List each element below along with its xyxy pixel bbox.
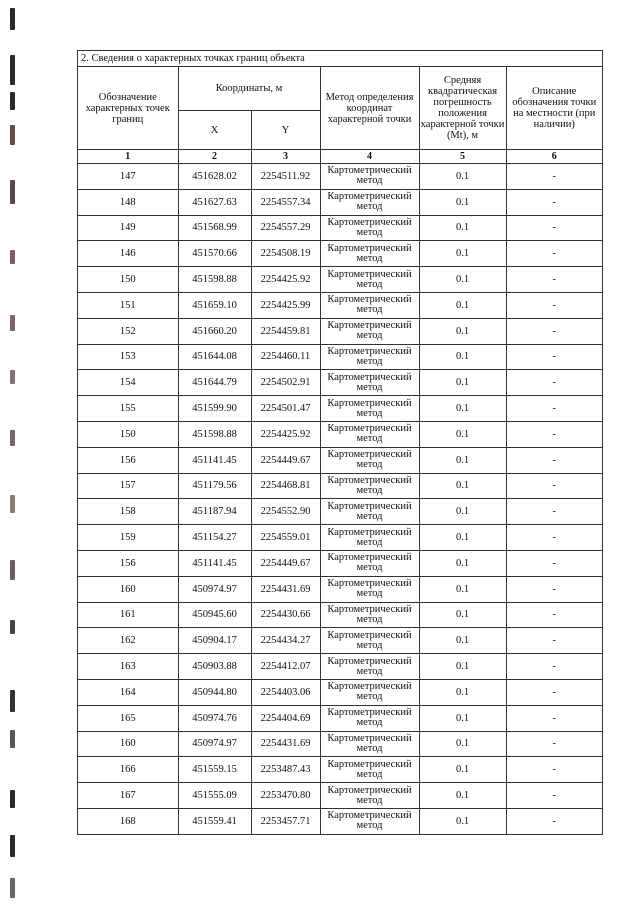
y-coordinate-cell: 2254508.19: [251, 241, 320, 267]
scan-binding-marks: [0, 0, 22, 905]
y-coordinate-cell: 2254425.92: [251, 421, 320, 447]
method-cell: [320, 189, 419, 215]
points-table-body: [78, 164, 602, 834]
description-cell: -: [506, 705, 602, 731]
method-text: Картометрический метод: [327, 707, 412, 729]
point-id-cell: 161: [78, 602, 178, 628]
point-id-cell: 153: [78, 344, 178, 370]
method-cell: [320, 447, 419, 473]
x-coordinate-cell: 451660.20: [178, 318, 251, 344]
header-y: Y: [251, 111, 320, 150]
x-coordinate-cell: 451187.94: [178, 499, 251, 525]
point-id-cell: 156: [78, 550, 178, 576]
method-text: Картометрический метод: [327, 165, 412, 187]
method-cell: [320, 499, 419, 525]
error-cell: 0.1: [419, 318, 506, 344]
x-coordinate-cell: 450944.80: [178, 679, 251, 705]
y-coordinate-cell: 2253457.71: [251, 808, 320, 833]
x-coordinate-cell: 450945.60: [178, 602, 251, 628]
header-error: Средняя квадратическая погрешность положения характерной точки (Mt), м: [419, 67, 506, 150]
x-coordinate-cell: 451141.45: [178, 550, 251, 576]
error-cell: 0.1: [419, 679, 506, 705]
error-cell: 0.1: [419, 189, 506, 215]
column-number: 4: [320, 150, 419, 164]
description-cell: -: [506, 396, 602, 422]
y-coordinate-cell: 2254434.27: [251, 628, 320, 654]
method-text: Картометрический метод: [327, 629, 412, 651]
description-cell: -: [506, 628, 602, 654]
point-id-cell: 167: [78, 783, 178, 809]
y-coordinate-cell: 2254459.81: [251, 318, 320, 344]
method-text: Картометрический метод: [327, 345, 412, 367]
point-id-cell: 150: [78, 421, 178, 447]
error-cell: 0.1: [419, 808, 506, 833]
description-cell: -: [506, 499, 602, 525]
error-cell: 0.1: [419, 421, 506, 447]
method-cell: [320, 370, 419, 396]
y-coordinate-cell: 2254460.11: [251, 344, 320, 370]
table-row: [78, 215, 602, 241]
point-id-cell: 156: [78, 447, 178, 473]
method-text: Картометрический метод: [327, 397, 412, 419]
table-row: [78, 292, 602, 318]
description-cell: -: [506, 241, 602, 267]
method-text: Картометрический метод: [327, 578, 412, 600]
section-title: 2. Сведения о характерных точках границ объекта: [78, 51, 602, 67]
description-cell: -: [506, 550, 602, 576]
table-row: [78, 447, 602, 473]
error-cell: 0.1: [419, 473, 506, 499]
point-id-cell: 151: [78, 292, 178, 318]
point-id-cell: 164: [78, 679, 178, 705]
method-cell: [320, 421, 419, 447]
point-id-cell: 162: [78, 628, 178, 654]
column-number: 3: [251, 150, 320, 164]
y-coordinate-cell: 2254559.01: [251, 525, 320, 551]
error-cell: 0.1: [419, 267, 506, 293]
x-coordinate-cell: 451644.08: [178, 344, 251, 370]
method-text: Картометрический метод: [327, 526, 412, 548]
column-number: 5: [419, 150, 506, 164]
error-cell: 0.1: [419, 628, 506, 654]
y-coordinate-cell: 2253487.43: [251, 757, 320, 783]
table-row: [78, 525, 602, 551]
y-coordinate-cell: 2254557.29: [251, 215, 320, 241]
x-coordinate-cell: 451599.90: [178, 396, 251, 422]
description-cell: -: [506, 292, 602, 318]
table-row: [78, 731, 602, 757]
error-cell: 0.1: [419, 550, 506, 576]
table-row: [78, 241, 602, 267]
error-cell: 0.1: [419, 705, 506, 731]
point-id-cell: 158: [78, 499, 178, 525]
table-row: [78, 576, 602, 602]
header-designation: Обозначение характерных точек границ: [78, 67, 178, 150]
point-id-cell: 147: [78, 164, 178, 190]
method-text: Картометрический метод: [327, 552, 412, 574]
method-cell: [320, 654, 419, 680]
table-row: [78, 628, 602, 654]
point-id-cell: 148: [78, 189, 178, 215]
point-id-cell: 163: [78, 654, 178, 680]
error-cell: 0.1: [419, 602, 506, 628]
y-coordinate-cell: 2254404.69: [251, 705, 320, 731]
method-cell: [320, 576, 419, 602]
point-id-cell: 165: [78, 705, 178, 731]
description-cell: -: [506, 525, 602, 551]
header-method: Метод определения координат характерной точки: [320, 67, 419, 150]
error-cell: 0.1: [419, 164, 506, 190]
method-cell: [320, 628, 419, 654]
error-cell: 0.1: [419, 447, 506, 473]
y-coordinate-cell: 2254502.91: [251, 370, 320, 396]
description-cell: -: [506, 757, 602, 783]
method-cell: [320, 267, 419, 293]
x-coordinate-cell: 450974.76: [178, 705, 251, 731]
method-text: Картометрический метод: [327, 371, 412, 393]
y-coordinate-cell: 2254431.69: [251, 576, 320, 602]
method-text: Картометрический метод: [327, 423, 412, 445]
header-coordinates: Координаты, м: [178, 67, 320, 111]
y-coordinate-cell: 2254511.92: [251, 164, 320, 190]
description-cell: -: [506, 164, 602, 190]
x-coordinate-cell: 450974.97: [178, 576, 251, 602]
method-text: Картометрический метод: [327, 655, 412, 677]
point-id-cell: 168: [78, 808, 178, 833]
column-number: 1: [78, 150, 178, 164]
error-cell: 0.1: [419, 344, 506, 370]
table-row: [78, 164, 602, 190]
method-text: Картометрический метод: [327, 603, 412, 625]
error-cell: 0.1: [419, 241, 506, 267]
description-cell: -: [506, 267, 602, 293]
point-id-cell: 159: [78, 525, 178, 551]
point-id-cell: 160: [78, 731, 178, 757]
description-cell: -: [506, 473, 602, 499]
x-coordinate-cell: 451644.79: [178, 370, 251, 396]
description-cell: -: [506, 344, 602, 370]
method-cell: [320, 241, 419, 267]
method-text: Картометрический метод: [327, 191, 412, 213]
point-id-cell: 149: [78, 215, 178, 241]
description-cell: -: [506, 370, 602, 396]
x-coordinate-cell: 451659.10: [178, 292, 251, 318]
method-text: Картометрический метод: [327, 242, 412, 264]
method-cell: [320, 473, 419, 499]
table-row: [78, 602, 602, 628]
method-cell: [320, 396, 419, 422]
method-cell: [320, 808, 419, 833]
method-text: Картометрический метод: [327, 681, 412, 703]
error-cell: 0.1: [419, 731, 506, 757]
error-cell: 0.1: [419, 499, 506, 525]
x-coordinate-cell: 451568.99: [178, 215, 251, 241]
method-text: Картометрический метод: [327, 810, 412, 832]
y-coordinate-cell: 2253470.80: [251, 783, 320, 809]
y-coordinate-cell: 2254552.90: [251, 499, 320, 525]
x-coordinate-cell: 450903.88: [178, 654, 251, 680]
y-coordinate-cell: 2254431.69: [251, 731, 320, 757]
y-coordinate-cell: 2254468.81: [251, 473, 320, 499]
method-text: Картометрический метод: [327, 732, 412, 754]
header-row: [78, 67, 602, 111]
x-coordinate-cell: 451570.66: [178, 241, 251, 267]
points-table: [78, 67, 602, 834]
point-id-cell: 155: [78, 396, 178, 422]
point-id-cell: 157: [78, 473, 178, 499]
method-text: Картометрический метод: [327, 784, 412, 806]
x-coordinate-cell: 450974.97: [178, 731, 251, 757]
column-number: 6: [506, 150, 602, 164]
method-text: Картометрический метод: [327, 320, 412, 342]
description-cell: -: [506, 654, 602, 680]
point-id-cell: 166: [78, 757, 178, 783]
error-cell: 0.1: [419, 292, 506, 318]
table-row: [78, 473, 602, 499]
error-cell: 0.1: [419, 654, 506, 680]
x-coordinate-cell: 451598.88: [178, 421, 251, 447]
description-cell: -: [506, 679, 602, 705]
description-cell: -: [506, 421, 602, 447]
table-row: [78, 499, 602, 525]
x-coordinate-cell: 451598.88: [178, 267, 251, 293]
y-coordinate-cell: 2254501.47: [251, 396, 320, 422]
method-cell: [320, 731, 419, 757]
point-id-cell: 152: [78, 318, 178, 344]
method-cell: [320, 164, 419, 190]
table-row: [78, 396, 602, 422]
column-number: 2: [178, 150, 251, 164]
table-row: [78, 783, 602, 809]
method-text: Картометрический метод: [327, 500, 412, 522]
x-coordinate-cell: 451627.63: [178, 189, 251, 215]
description-cell: -: [506, 189, 602, 215]
error-cell: 0.1: [419, 576, 506, 602]
x-coordinate-cell: 451154.27: [178, 525, 251, 551]
y-coordinate-cell: 2254557.34: [251, 189, 320, 215]
table-row: [78, 267, 602, 293]
method-text: Картометрический метод: [327, 449, 412, 471]
x-coordinate-cell: 451179.56: [178, 473, 251, 499]
point-id-cell: 146: [78, 241, 178, 267]
y-coordinate-cell: 2254430.66: [251, 602, 320, 628]
header-x: X: [178, 111, 251, 150]
x-coordinate-cell: 451141.45: [178, 447, 251, 473]
method-cell: [320, 550, 419, 576]
error-cell: 0.1: [419, 783, 506, 809]
y-coordinate-cell: 2254425.99: [251, 292, 320, 318]
table-row: [78, 808, 602, 833]
table-row: [78, 318, 602, 344]
y-coordinate-cell: 2254403.06: [251, 679, 320, 705]
column-number-row: [78, 150, 602, 164]
table-row: [78, 705, 602, 731]
description-cell: -: [506, 576, 602, 602]
description-cell: -: [506, 447, 602, 473]
table-row: [78, 189, 602, 215]
description-cell: -: [506, 602, 602, 628]
header-description: Описание обозначения точки на местности (при наличии): [506, 67, 602, 150]
y-coordinate-cell: 2254425.92: [251, 267, 320, 293]
x-coordinate-cell: 450904.17: [178, 628, 251, 654]
method-text: Картометрический метод: [327, 268, 412, 290]
table-row: [78, 679, 602, 705]
method-cell: [320, 318, 419, 344]
description-cell: -: [506, 215, 602, 241]
document-sheet: [77, 50, 603, 835]
method-cell: [320, 679, 419, 705]
x-coordinate-cell: 451559.41: [178, 808, 251, 833]
method-cell: [320, 783, 419, 809]
method-cell: [320, 602, 419, 628]
method-cell: [320, 215, 419, 241]
error-cell: 0.1: [419, 525, 506, 551]
method-cell: [320, 292, 419, 318]
method-text: Картометрический метод: [327, 216, 412, 238]
x-coordinate-cell: 451628.02: [178, 164, 251, 190]
method-text: Картометрический метод: [327, 758, 412, 780]
point-id-cell: 154: [78, 370, 178, 396]
table-row: [78, 550, 602, 576]
point-id-cell: 150: [78, 267, 178, 293]
method-text: Картометрический метод: [327, 474, 412, 496]
error-cell: 0.1: [419, 396, 506, 422]
description-cell: -: [506, 783, 602, 809]
description-cell: -: [506, 808, 602, 833]
y-coordinate-cell: 2254412.07: [251, 654, 320, 680]
y-coordinate-cell: 2254449.67: [251, 447, 320, 473]
table-row: [78, 654, 602, 680]
x-coordinate-cell: 451559.15: [178, 757, 251, 783]
error-cell: 0.1: [419, 370, 506, 396]
method-cell: [320, 757, 419, 783]
description-cell: -: [506, 731, 602, 757]
method-text: Картометрический метод: [327, 294, 412, 316]
method-cell: [320, 344, 419, 370]
table-row: [78, 757, 602, 783]
table-row: [78, 421, 602, 447]
y-coordinate-cell: 2254449.67: [251, 550, 320, 576]
method-cell: [320, 705, 419, 731]
point-id-cell: 160: [78, 576, 178, 602]
table-row: [78, 370, 602, 396]
method-cell: [320, 525, 419, 551]
description-cell: -: [506, 318, 602, 344]
error-cell: 0.1: [419, 757, 506, 783]
x-coordinate-cell: 451555.09: [178, 783, 251, 809]
table-row: [78, 344, 602, 370]
error-cell: 0.1: [419, 215, 506, 241]
